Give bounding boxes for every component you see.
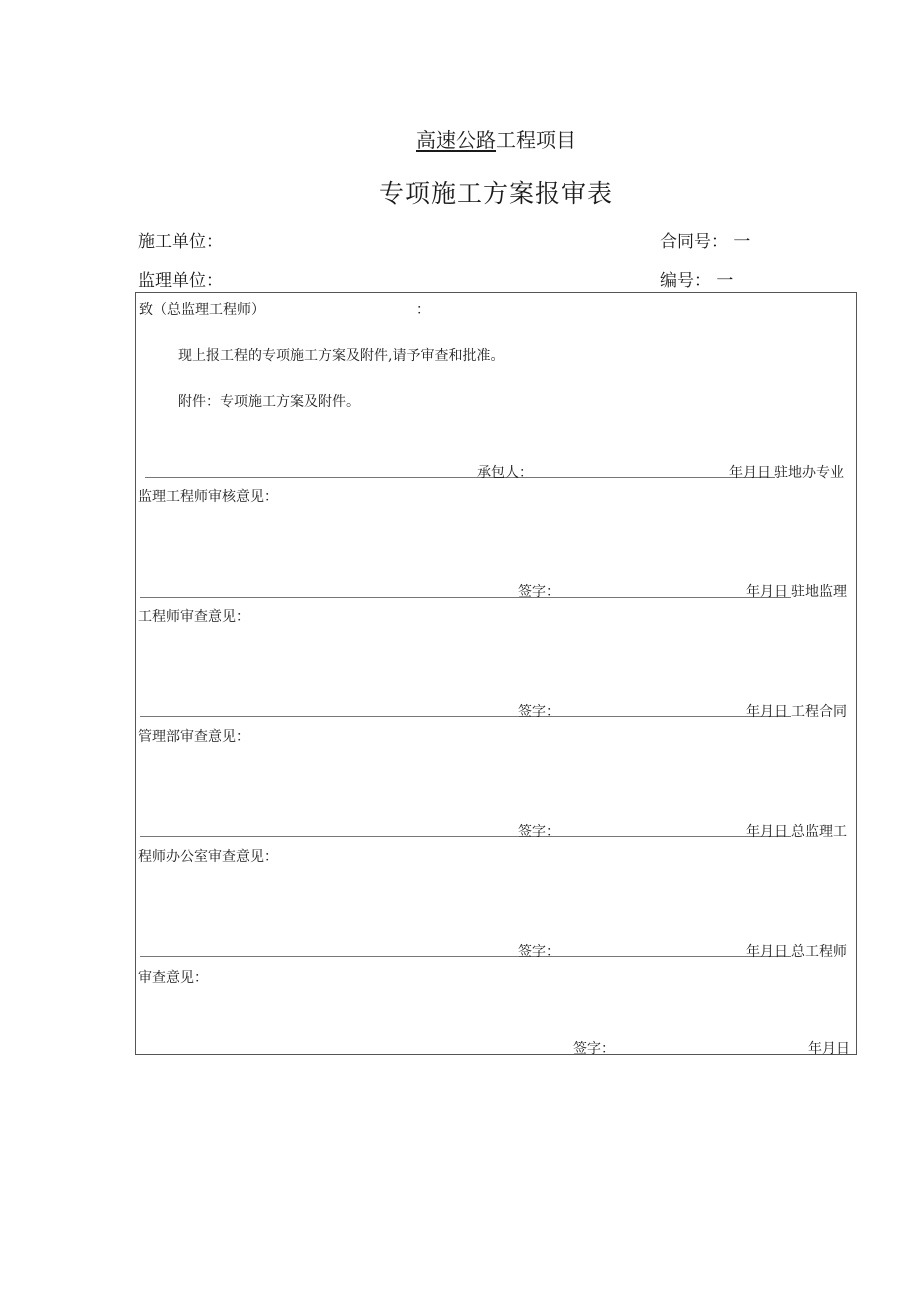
supervision-unit-label: 监理单位：	[138, 271, 223, 291]
section-4-sign-label: 签字：	[518, 944, 560, 960]
serial-no-field	[660, 266, 733, 291]
section-5-sign-label: 签字：	[573, 1041, 615, 1057]
serial-no-label: 编号：	[660, 271, 711, 291]
section-5-date-label: 年月日	[808, 1041, 850, 1057]
addressee-colon: ：	[416, 302, 430, 318]
contract-no-field	[660, 227, 750, 252]
project-title	[0, 124, 920, 153]
submission-text: 现上报工程的专项施工方案及附件,请予审查和批准。	[178, 348, 505, 364]
attachment-text: 附件：专项施工方案及附件。	[178, 394, 360, 410]
section-4-date-label: 年月日	[746, 944, 788, 960]
contractor-label: 承包人：	[477, 465, 533, 481]
section-4-prefix: 总监理工	[791, 824, 847, 840]
section-1-sign-label: 签字：	[518, 584, 560, 600]
contract-no-value: 一	[733, 232, 751, 252]
contract-management-opinion: 管理部审查意见：	[138, 729, 250, 745]
resident-office-prefix: 驻地办专业	[774, 465, 844, 481]
project-title-underlined: 高速公路	[416, 128, 496, 152]
project-title-rest: 工程项目	[496, 128, 576, 152]
chief-supervisor-office-opinion: 程师办公室审查意见：	[138, 849, 278, 865]
section-1-rule	[140, 597, 791, 598]
contractor-rule	[145, 477, 775, 478]
section-1-date-label: 年月日	[746, 584, 788, 600]
section-4-rule	[140, 956, 791, 957]
section-2-prefix: 驻地监理	[791, 584, 847, 600]
chief-engineer-opinion: 审查意见：	[138, 970, 208, 986]
section-2-date-label: 年月日	[746, 704, 788, 720]
contract-no-label: 合同号：	[660, 232, 728, 252]
section-3-sign-label: 签字：	[518, 824, 560, 840]
serial-no-value: 一	[716, 271, 734, 291]
contractor-date-label: 年月日	[729, 465, 771, 481]
section-2-rule	[140, 716, 791, 717]
section-5-prefix: 总工程师	[791, 944, 847, 960]
contractor-unit-label: 施工单位：	[138, 232, 223, 252]
section-3-rule	[140, 836, 791, 837]
resident-supervisor-opinion: 工程师审查意见：	[138, 609, 250, 625]
section-3-date-label: 年月日	[746, 824, 788, 840]
section-3-prefix: 工程合同	[791, 704, 847, 720]
supervision-engineer-opinion: 监理工程师审核意见：	[138, 489, 278, 505]
section-2-sign-label: 签字：	[518, 704, 560, 720]
addressee-line: 致（总监理工程师）	[139, 302, 265, 318]
form-title: 专项施工方案报审表	[378, 179, 613, 208]
